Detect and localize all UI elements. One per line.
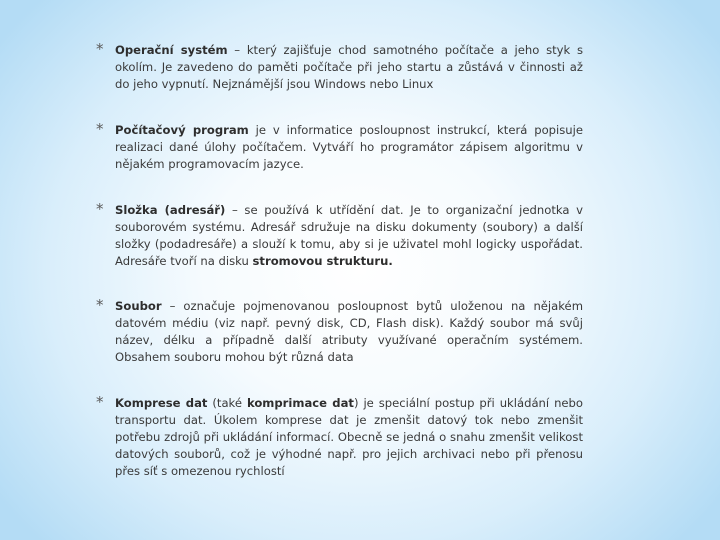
bullet-star-icon: * <box>96 40 104 58</box>
definition-prefix: (také <box>207 396 247 410</box>
bullet-text <box>115 298 583 366</box>
term: Komprese dat <box>115 396 208 410</box>
term: Počítačový program <box>115 123 249 137</box>
term: Soubor <box>115 299 162 313</box>
definition: – se používá k utřídění dat. Je to organizační jednotka v souborovém systému. Adresář sdružuje na disku dokumenty (soubory) a další složky (podadresáře) a slouží k tomu, aby si je uživatel mohl logicky uspořádat. Adresáře tvoří na disku <box>115 203 583 268</box>
bullet-star-icon: * <box>96 296 104 314</box>
definition: – označuje pojmenovanou posloupnost bytů uloženou na nějakém datovém médiu (viz např. pevný disk, CD, Flash disk). Každý soubor má svůj název, délku a případně další atributy využívané operačním systémem. Obsahem souboru mohou být různá data <box>115 299 583 364</box>
bullet-text <box>115 122 583 173</box>
bullet-text <box>115 202 583 270</box>
definition: je v informatice posloupnost instrukcí, která popisuje realizaci dané úlohy počítačem. Vytváří ho programátor zápisem algoritmu v nějakém programovacím jazyce. <box>115 123 583 171</box>
term: Operační systém <box>115 43 228 57</box>
definition: ) je speciální postup při ukládání nebo transportu dat. Úkolem komprese dat je zmenšit datový tok nebo zmenšit potřebu zdrojů při ukládání informací. Obecně se jedná o snahu zmenšit velikost datových souborů, což je výhodné např. pro jejich archivaci nebo při přenosu přes síť s omezenou rychlostí <box>115 396 583 478</box>
bullet-text <box>115 42 583 93</box>
bullet-item-operacni-system <box>96 40 583 93</box>
bullet-item-slozka <box>96 200 583 270</box>
bullet-item-komprese-dat <box>96 393 583 480</box>
bullet-text <box>115 395 583 480</box>
bullet-star-icon: * <box>96 200 104 218</box>
term-emphasis: komprimace dat <box>246 396 354 410</box>
term-emphasis: stromovou strukturu. <box>252 254 393 268</box>
bullet-star-icon: * <box>96 120 104 138</box>
bullet-item-soubor <box>96 296 583 366</box>
term: Složka (adresář) <box>115 203 226 217</box>
bullet-star-icon: * <box>96 393 104 411</box>
bullet-item-pocitacovy-program <box>96 120 583 173</box>
definition: – který zajišťuje chod samotného počítače a jeho styk s okolím. Je zavedeno do paměti počítače při jeho startu a zůstává v činnosti až do jeho vypnutí. Nejznámější jsou Windows nebo Linux <box>115 43 583 91</box>
